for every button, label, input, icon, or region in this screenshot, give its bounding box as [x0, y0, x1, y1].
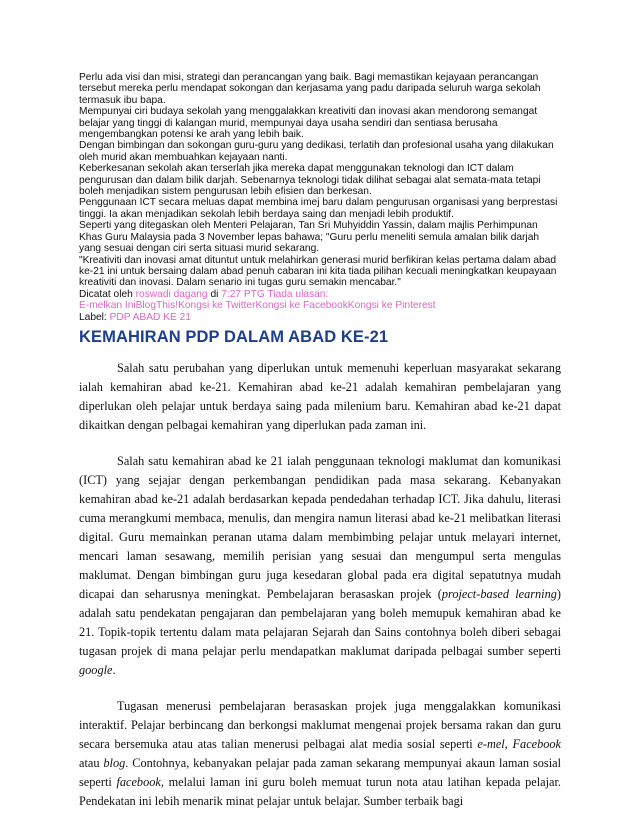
body-paragraph — [79, 452, 561, 680]
share-facebook-link[interactable]: Kongsi ke Facebook — [255, 300, 348, 312]
body-italic: blog — [103, 755, 126, 770]
body-paragraph — [79, 697, 561, 811]
share-blogthis-link[interactable]: BlogThis! — [135, 300, 179, 312]
body-text: ) adalah satu pendekatan pengajaran dan pembelajaran yang boleh memupuk kemahiran abad ke 21. Topik-topik tertentu dalam mata pelajaran Sejarah dan Sains contohnya boleh diberi sebagai tugasan projek di mana pelajar perlu mendapatkan maklumat daripada pelbagai sumber seperti — [79, 586, 562, 658]
post-meta — [79, 289, 561, 324]
article-body — [79, 359, 561, 811]
body-text: Salah satu kemahiran abad ke 21 ialah penggunaan teknologi maklumat dan komunikasi (ICT) yang sejajar dengan perkembangan pendidikan pada masa sekarang. Kebanyakan kemahiran abad ke-21 adalah berdasarkan kepada pendedahan terhadap ICT. Jika dahulu, literasi cuma merangkumi membaca, menulis, dan mengira namun literasi abad ke-21 melibatkan literasi digital. Guru memainkan peranan utama dalam membimbing pelajar untuk melayari internet, mencari laman sesawang, memilih perisian yang sesuai dan mengumpul serta mengulas maklumat. Dengan bimbingan guru juga kesedaran global pada era digital sepatutnya mudah dicapai dan seharusnya meningkat. Pembelajaran berasaskan projek ( — [79, 453, 561, 601]
share-twitter-link[interactable]: Kongsi ke Twitter — [178, 300, 256, 312]
intro-paragraph: Seperti yang ditegaskan oleh Menteri Pelajaran, Tan Sri Muhyiddin Yassin, dalam majlis Perhimpunan Khas Guru Malaysia pada 3 November lepas bahawa; "Guru perlu meneliti semula amalan bilik darjah yang sesuai dengan ciri serta situasi murid sekarang. — [79, 220, 540, 255]
body-text: atau — [79, 755, 104, 770]
body-paragraph: Salah satu perubahan yang diperlukan untuk memenuhi keperluan masyarakat sekarang ialah kemahiran abad ke-21. Kemahiran abad ke-21 adalah kemahiran pembelajaran yang diperlukan oleh pelajar untuk berdaya saing pada milenium baru. Kemahiran abad ke-21 dapat dikaitkan dengan pelbagai kemahiran yang diperlukan pada zaman ini. — [79, 360, 561, 432]
share-pinterest-link[interactable]: Kongsi ke Pinterest — [347, 300, 436, 312]
post-time-link[interactable]: 7:27 PTG — [221, 288, 265, 300]
intro-paragraph: Penggunaan ICT secara meluas dapat membina imej baru dalam pengurusan organisasi yang berprestasi tinggi. Ia akan menjadikan sekolah lebih berdaya saing dan menjadi lebih produktif. — [79, 197, 558, 220]
article-heading: KEMAHIRAN PDP DALAM ABAD KE-21 — [79, 327, 389, 346]
intro-paragraph: Keberkesanan sekolah akan terserlah jika mereka dapat menggunakan teknologi dan ICT dalam pengurusan dan dalam bilik darjah. Sebenarnya teknologi tidak dilihat sebagai alat semata-mata tetapi boleh menjadikan sistem pengurusan lebih efisien dan berkesan. — [79, 163, 541, 198]
share-email-link[interactable]: E-melkan Ini — [79, 300, 136, 312]
document-page — [79, 72, 561, 828]
intro-paragraph: Perlu ada visi dan misi, strategi dan perancangan yang baik. Bagi memastikan kejayaan perancangan tersebut mereka perlu mendapat sokongan dan kerjasama yang padu daripada seluruh warga sekolah termasuk ibu bapa. — [79, 72, 541, 106]
body-italic: google — [79, 662, 113, 677]
labels-prefix: Label: — [79, 311, 107, 323]
body-italic: facebook — [116, 774, 161, 789]
body-text: , melalui laman ini guru boleh memuat turun nota atau latihan kepada pelajar. Pendekatan ini lebih menarik minat pelajar untuk belajar. Sumber terbaik bagi — [79, 774, 562, 808]
intro-paragraph: "Kreativiti dan inovasi amat dituntut untuk melahirkan generasi murid berfikiran kelas pertama dalam abad ke-21 ini untuk bersaing dalam abad penuh cabaran ini kita tiada pilihan kecuali meningkatkan keupayaan kreativiti dan inovasi. Dalam senario ini tugas guru semakin mencabar." — [79, 254, 557, 289]
intro-paragraph: Dengan bimbingan dan sokongan guru-guru yang dedikasi, terlatih dan profesional usaha yang dilakukan oleh murid akan membuahkan kejayaan nanti. — [79, 140, 554, 163]
body-italic: e-mel, Facebook — [477, 736, 562, 751]
body-italic: project-based learning — [441, 586, 557, 601]
label-link[interactable]: PDP ABAD KE 21 — [109, 311, 191, 323]
intro-paragraph: Mempunyai ciri budaya sekolah yang menggalakkan kreativiti dan inovasi akan mendorong semangat belajar yang tinggi di kalangan murid, mempunyai daya usaha sendiri dan sentiasa berusaha mengembangkan potensi ke arah yang lebih baik. — [79, 106, 538, 141]
author-link[interactable]: roswadi dagang — [135, 288, 208, 300]
labels-line — [79, 312, 561, 324]
comments-link[interactable]: Tiada ulasan: — [267, 288, 329, 300]
posted-at-label: di — [210, 288, 219, 300]
body-text: Tugasan menerusi pembelajaran berasaskan projek juga menggalakkan komunikasi interaktif. Pelajar berbincang dan berkongsi maklumat mengenai projek bersama rakan dan guru secara bersemuka atau atas talian menerusi pelbagai alat media sosial seperti — [79, 698, 561, 751]
share-links — [79, 300, 561, 312]
body-text: . Contohnya, kebanyakan pelajar pada zaman sekarang mempunyai akaun laman sosial seperti — [79, 755, 561, 789]
body-text: . — [112, 662, 116, 677]
posted-by-label: Dicatat oleh — [79, 288, 133, 300]
posted-by-line — [79, 289, 561, 301]
intro-text — [79, 72, 561, 289]
